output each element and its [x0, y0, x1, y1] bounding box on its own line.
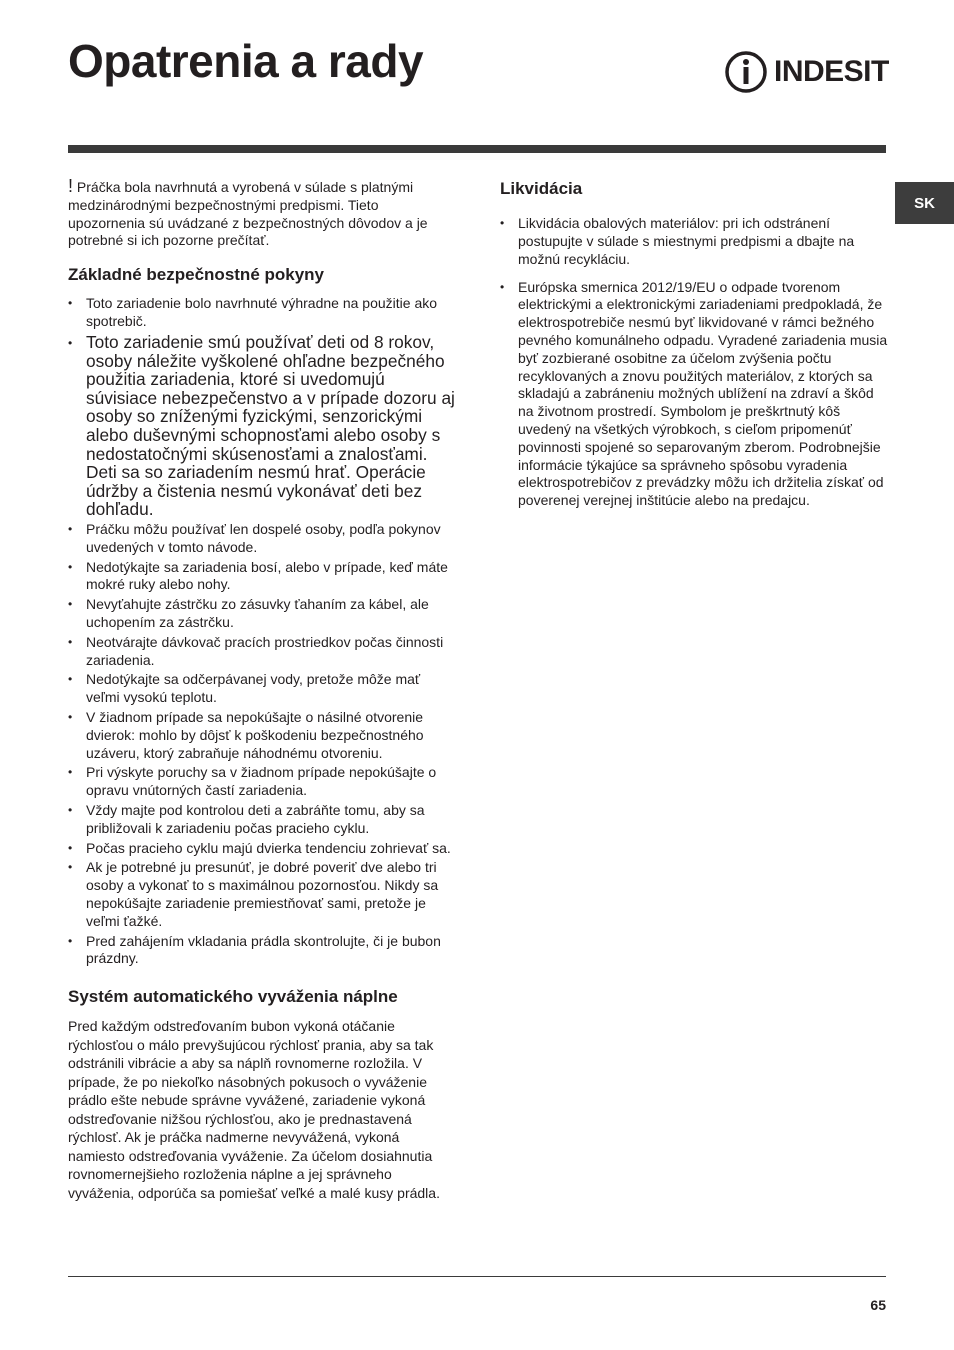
safety-item: • Nevyťahujte zástrčku zo zásuvky ťahaním za kábel, ale uchopením za zástrčku. — [68, 596, 456, 632]
safety-list — [68, 295, 456, 968]
safety-item: • Pri výskyte poruchy sa v žiadnom prípade nepokúšajte o opravu vnútorných častí zariadenia. — [68, 764, 456, 800]
safety-item: • Pred zahájením vkladania prádla skontrolujte, či je bubon prázdny. — [68, 933, 456, 969]
brand-name: INDESIT — [774, 55, 889, 88]
safety-item: • Nedotýkajte sa odčerpávanej vody, pretože môže mať veľmi vysokú teplotu. — [68, 671, 456, 707]
page-number: 65 — [870, 1297, 886, 1313]
disposal-item: • Likvidácia obalových materiálov: pri ich odstránení postupujte v súlade s miestnymi predpismi a dbajte na možnú recykláciu. — [500, 215, 888, 268]
language-tab: SK — [895, 182, 954, 224]
footer-divider — [68, 1276, 886, 1277]
warning-mark: ! — [68, 176, 74, 196]
right-column — [500, 178, 888, 520]
left-column — [68, 178, 456, 1202]
intro-paragraph — [68, 178, 456, 250]
safety-item: • Nedotýkajte sa zariadenia bosí, alebo v prípade, keď máte mokré ruky alebo nohy. — [68, 559, 456, 595]
page-title: Opatrenia a rady — [68, 35, 424, 87]
balance-heading: Systém automatického vyváženia náplne — [68, 987, 398, 1007]
disposal-item: • Európska smernica 2012/19/EU o odpade tvorenom elektrickými a elektronickými zariadeniami predpokladá, že elektrospotrebiče nesmú byť likvidované v rámci bežného pevného komunálneho odpadu. Vyradené zariadenia musia byť zozbierané osobitne za účelom zvýšenia počtu recyklovaných a znovu použitých materiálov, z ktorých sa skladajú a zabráneniu možných ublížení na zdraví a škôd na životnom prostredí. Symbolom je preškrtnutý kôš uvedený na všetkých výrobkoch, s cieľom pripomenúť povinnosti spojené so separovaným zberom. Podrobnejšie informácie týkajúce sa správneho spôsobu vyradenia elektrospotrebičov z prevádzky môžu ich držitelia získať od poverenej verejnej inštitúcie alebo na predajcu. — [500, 279, 888, 510]
intro-text: Práčka bola navrhnutá a vyrobená v súlade s platnými medzinárodnými bezpečnostnými predpismi. Tieto upozornenia sú uvádzané z bezpečnostných dôvodov a je potrebné si ich pozorne prečítať. — [68, 179, 428, 249]
safety-heading: Základné bezpečnostné pokyny — [68, 265, 325, 285]
safety-item-children: • Toto zariadenie smú používať deti od 8 rokov, osoby náležite vyškolené ohľadne bezpečného použitia zariadenia, ktoré si uvedomujú súvisiace nebezpečenstvo a v prípade dozoru aj osoby so zníženými fyzickými, senzorickými alebo duševnými schopnosťami alebo osoby s nedostatočnými skúsenosťami a znalosťami. Deti sa so zariadením nesmú hrať. Operácie údržby a čistenia nesmú vykonávať deti bez dohľadu. — [68, 333, 456, 519]
indesit-i-icon — [724, 50, 768, 94]
safety-item: • Ak je potrebné ju presunúť, je dobré poveriť dve alebo tri osoby a vykonať to s maximálnou pozornosťou. Nikdy sa nepokúšajte zariadenie premiestňovať sami, pretože je veľmi ťažké. — [68, 859, 456, 930]
safety-item: • Vždy majte pod kontrolou deti a zabráňte tomu, aby sa približovali k zariadeniu počas pracieho cyklu. — [68, 802, 456, 838]
brand-logo — [724, 50, 889, 94]
safety-item: • Neotvárajte dávkovač pracích prostriedkov počas činnosti zariadenia. — [68, 634, 456, 670]
header-divider — [68, 145, 886, 153]
safety-item: • Počas pracieho cyklu majú dvierka tendenciu zohrievať sa. — [68, 840, 456, 858]
disposal-list — [500, 215, 888, 510]
safety-item: • Toto zariadenie bolo navrhnuté výhradne na použitie ako spotrebič. — [68, 295, 456, 331]
disposal-heading: Likvidácia — [500, 179, 583, 198]
balance-paragraph: Pred každým odstreďovaním bubon vykoná otáčanie rýchlosťou o málo prevyšujúcou rýchlosť prania, aby sa tak odstránili vibrácie a aby sa náplň rovnomerne rozložila. V prípade, že po niekoľko násobných pokusoch o vyváženie prádlo ešte nebude správne vyvážené, zariadenie vykoná odstreďovanie nižšou rýchlosťou, ako je prednastavená rýchlosť. Ak je práčka nadmerne nevyvážená, vykoná namiesto odstreďovania vyváženie. Za účelom dosiahnutia rovnomernejšieho rozloženia náplne a jej správneho vyváženia, odporúča sa pomiešať veľké a malé kusy prádla. — [68, 1018, 440, 1201]
safety-item: • V žiadnom prípade sa nepokúšajte o násilné otvorenie dvierok: mohlo by dôjsť k poškodeniu bezpečnostného uzáveru, ktorý zabraňuje náhodnému otvoreniu. — [68, 709, 456, 762]
safety-item: • Práčku môžu používať len dospelé osoby, podľa pokynov uvedených v tomto návode. — [68, 521, 456, 557]
